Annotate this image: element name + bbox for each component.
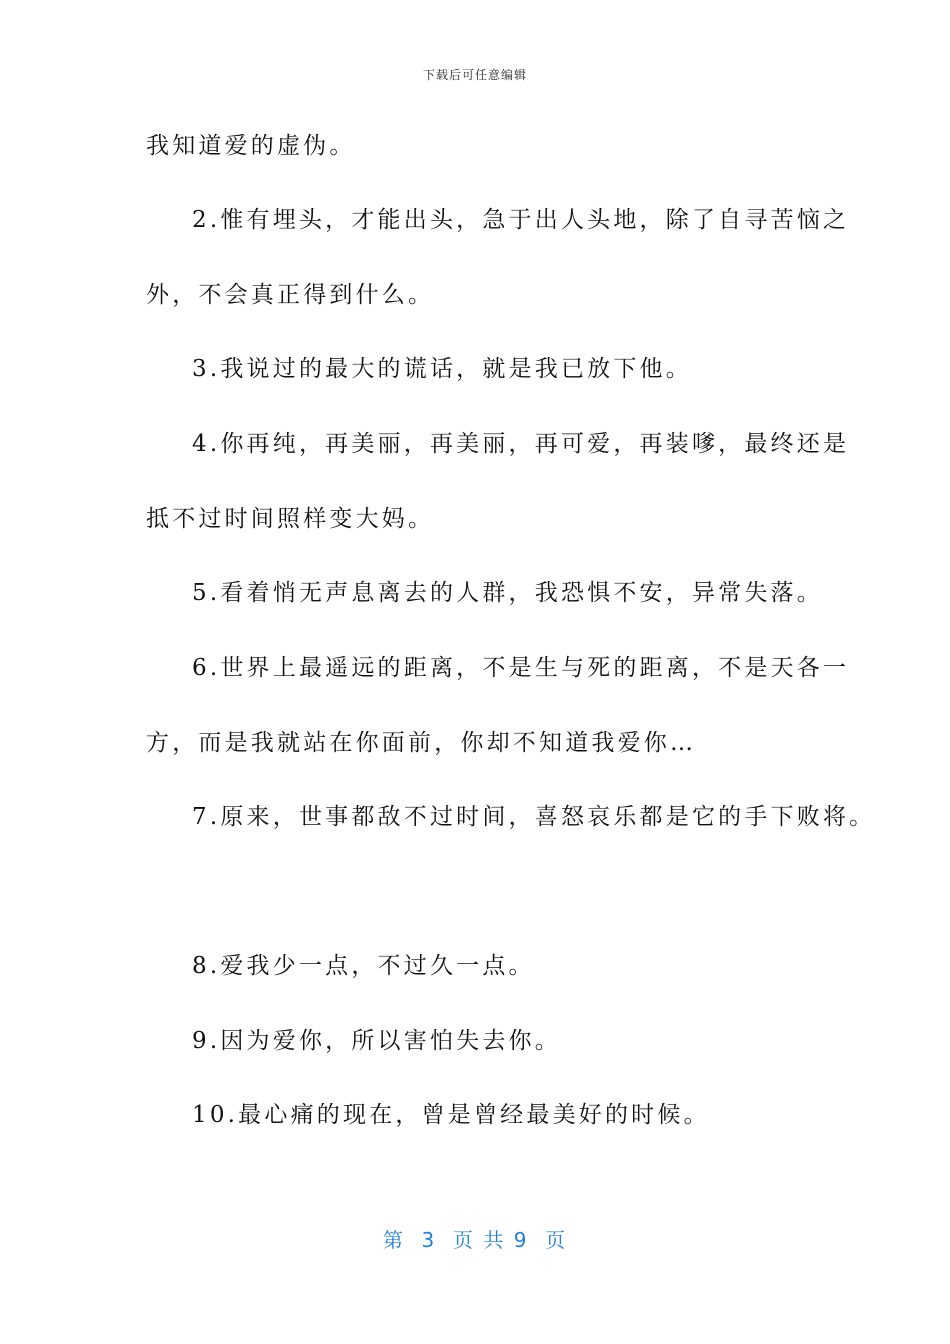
text-line: 9.因为爱你，所以害怕失去你。 (192, 1028, 561, 1054)
text-line: 5.看着悄无声息离去的人群，我恐惧不安，异常失落。 (192, 580, 823, 606)
text-line: 抵不过时间照样变大妈。 (146, 506, 435, 532)
text-line: 6.世界上最遥远的距离，不是生与死的距离，不是天各一 (192, 655, 850, 681)
page-number-footer (0, 1224, 950, 1253)
text-line: 10.最心痛的现在，曾是曾经最美好的时候。 (192, 1102, 710, 1128)
text-line: 我知道爱的虚伪。 (146, 133, 356, 159)
text-line: 外，不会真正得到什么。 (146, 282, 435, 308)
text-line: 2.惟有埋头，才能出头，急于出人头地，除了自寻苦恼之 (192, 207, 850, 233)
text-line: 方，而是我就站在你面前，你却不知道我爱你… (146, 730, 697, 756)
text-line: 8.爱我少一点，不过久一点。 (192, 953, 535, 979)
text-line: 4.你再纯，再美丽，再美丽，再可爱，再装嗲，最终还是 (192, 431, 850, 457)
header-note: 下载后可任意编辑 (422, 68, 527, 82)
text-line: 3.我说过的最大的谎话，就是我已放下他。 (192, 356, 692, 382)
text-line: 7.原来，世事都敌不过时间，喜怒哀乐都是它的手下败将。 (192, 804, 876, 830)
page-number-text: 第 3 页 共 9 页 (382, 1228, 568, 1252)
